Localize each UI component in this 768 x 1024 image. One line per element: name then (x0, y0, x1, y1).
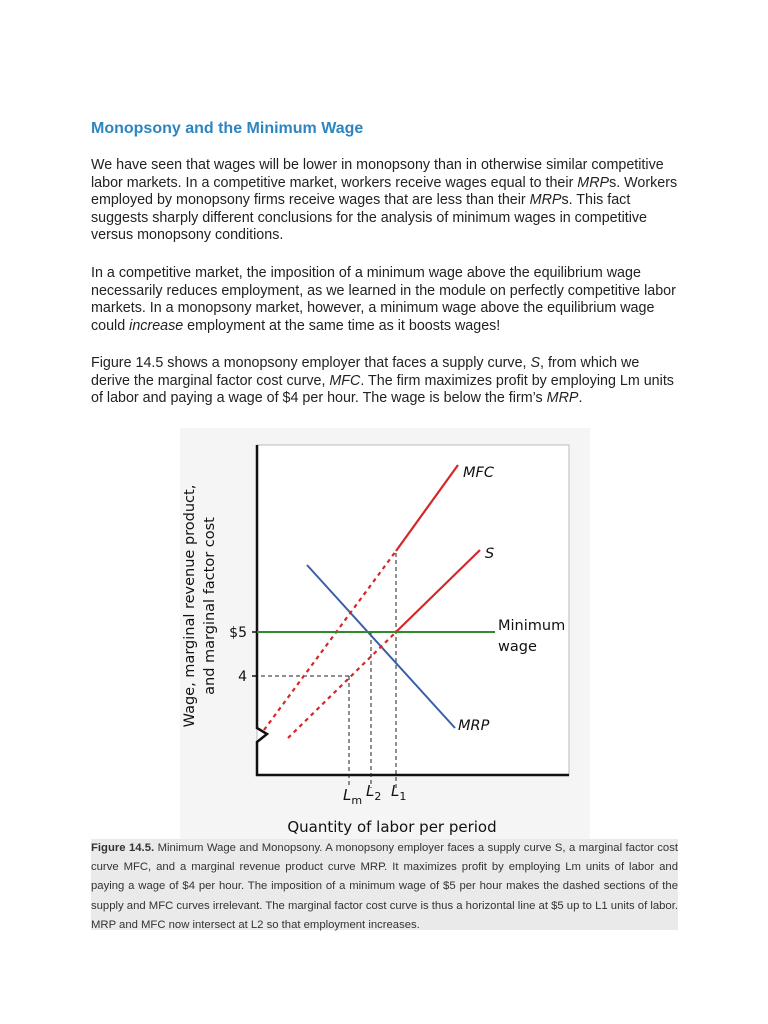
figure-14-5 (180, 428, 590, 840)
text-run: s. This fact suggests sharply different conclusions for the analysis of minimum wages in competitive versus monopsony conditions. (91, 192, 647, 244)
text-run: employment at the same time as it boosts wages! (183, 317, 501, 334)
y-axis-label-line1: Wage, marginal revenue product, (182, 484, 198, 728)
caption-text: Minimum Wage and Monopsony. A monopsony employer faces a supply curve S, a marginal factor cost curve MFC, and a marginal revenue product curve MRP. It maximizes profit by employing Lm units of labor and paying a wage of $4 per hour. The imposition of a minimum wage of $5 per hour makes the dashed sections of the supply and MFC curves irrelevant. The marginal factor cost curve is thus a horizontal line at $5 up to L1 units of labor. MRP and MFC now intersect at L2 so that employment increases. (91, 842, 678, 931)
text-run: , from which we derive the marginal factor cost curve, (91, 355, 640, 389)
text-run: Figure 14.5 shows a monopsony employer that faces a supply curve, (91, 355, 531, 371)
italic-term: increase (129, 317, 184, 334)
italic-term: MRP (546, 390, 579, 407)
tick-label-5: $5 (229, 625, 247, 641)
text-run: We have seen that wages will be lower in monopsony than in otherwise similar competitive labor markets. In a competitive market, workers receive wages equal to their (91, 157, 664, 191)
mrp-label: MRP (458, 718, 490, 734)
text-run: s. Workers employed by monopsony firms receive wages that are less than their (91, 174, 678, 209)
minimum-wage-label-line2: wage (498, 639, 537, 655)
l2-label: $L_2$ (366, 782, 382, 803)
text-run: . (578, 390, 583, 407)
italic-term: MFC (329, 372, 361, 389)
plot-frame (257, 445, 569, 775)
lm-label: $L_m$ (343, 786, 363, 807)
section-heading: Monopsony and the Minimum Wage (91, 120, 364, 137)
italic-term: MRP (577, 174, 610, 191)
caption-label: Figure 14.5. (91, 842, 155, 854)
l1-label: $L_1$ (391, 782, 407, 803)
paragraph-2 (91, 265, 681, 335)
paragraph-1 (91, 157, 681, 245)
paragraph-3 (91, 355, 681, 408)
minimum-wage-label-line1: Minimum (498, 618, 566, 634)
figure-caption (91, 839, 678, 930)
italic-term: MRP (529, 192, 562, 209)
tick-label-4: 4 (238, 669, 247, 685)
y-axis-label-line2: and marginal factor cost (202, 517, 218, 695)
italic-term: S (530, 355, 541, 371)
figure-diagram (180, 428, 590, 840)
text-run: . The firm maximizes profit by employing Lm units of labor and paying a wage of $4 per hour. The wage is below the firm’s (91, 372, 674, 407)
text-run: In a competitive market, the imposition of a minimum wage above the equilibrium wage necessarily reduces employment, as we learned in the module on perfectly competitive labor markets. In a monopsony market, however, a minimum wage above the equilibrium wage could (91, 265, 676, 334)
mfc-label: MFC (463, 465, 494, 481)
supply-label: S (485, 546, 495, 562)
x-axis-label: Quantity of labor per period (287, 818, 497, 836)
